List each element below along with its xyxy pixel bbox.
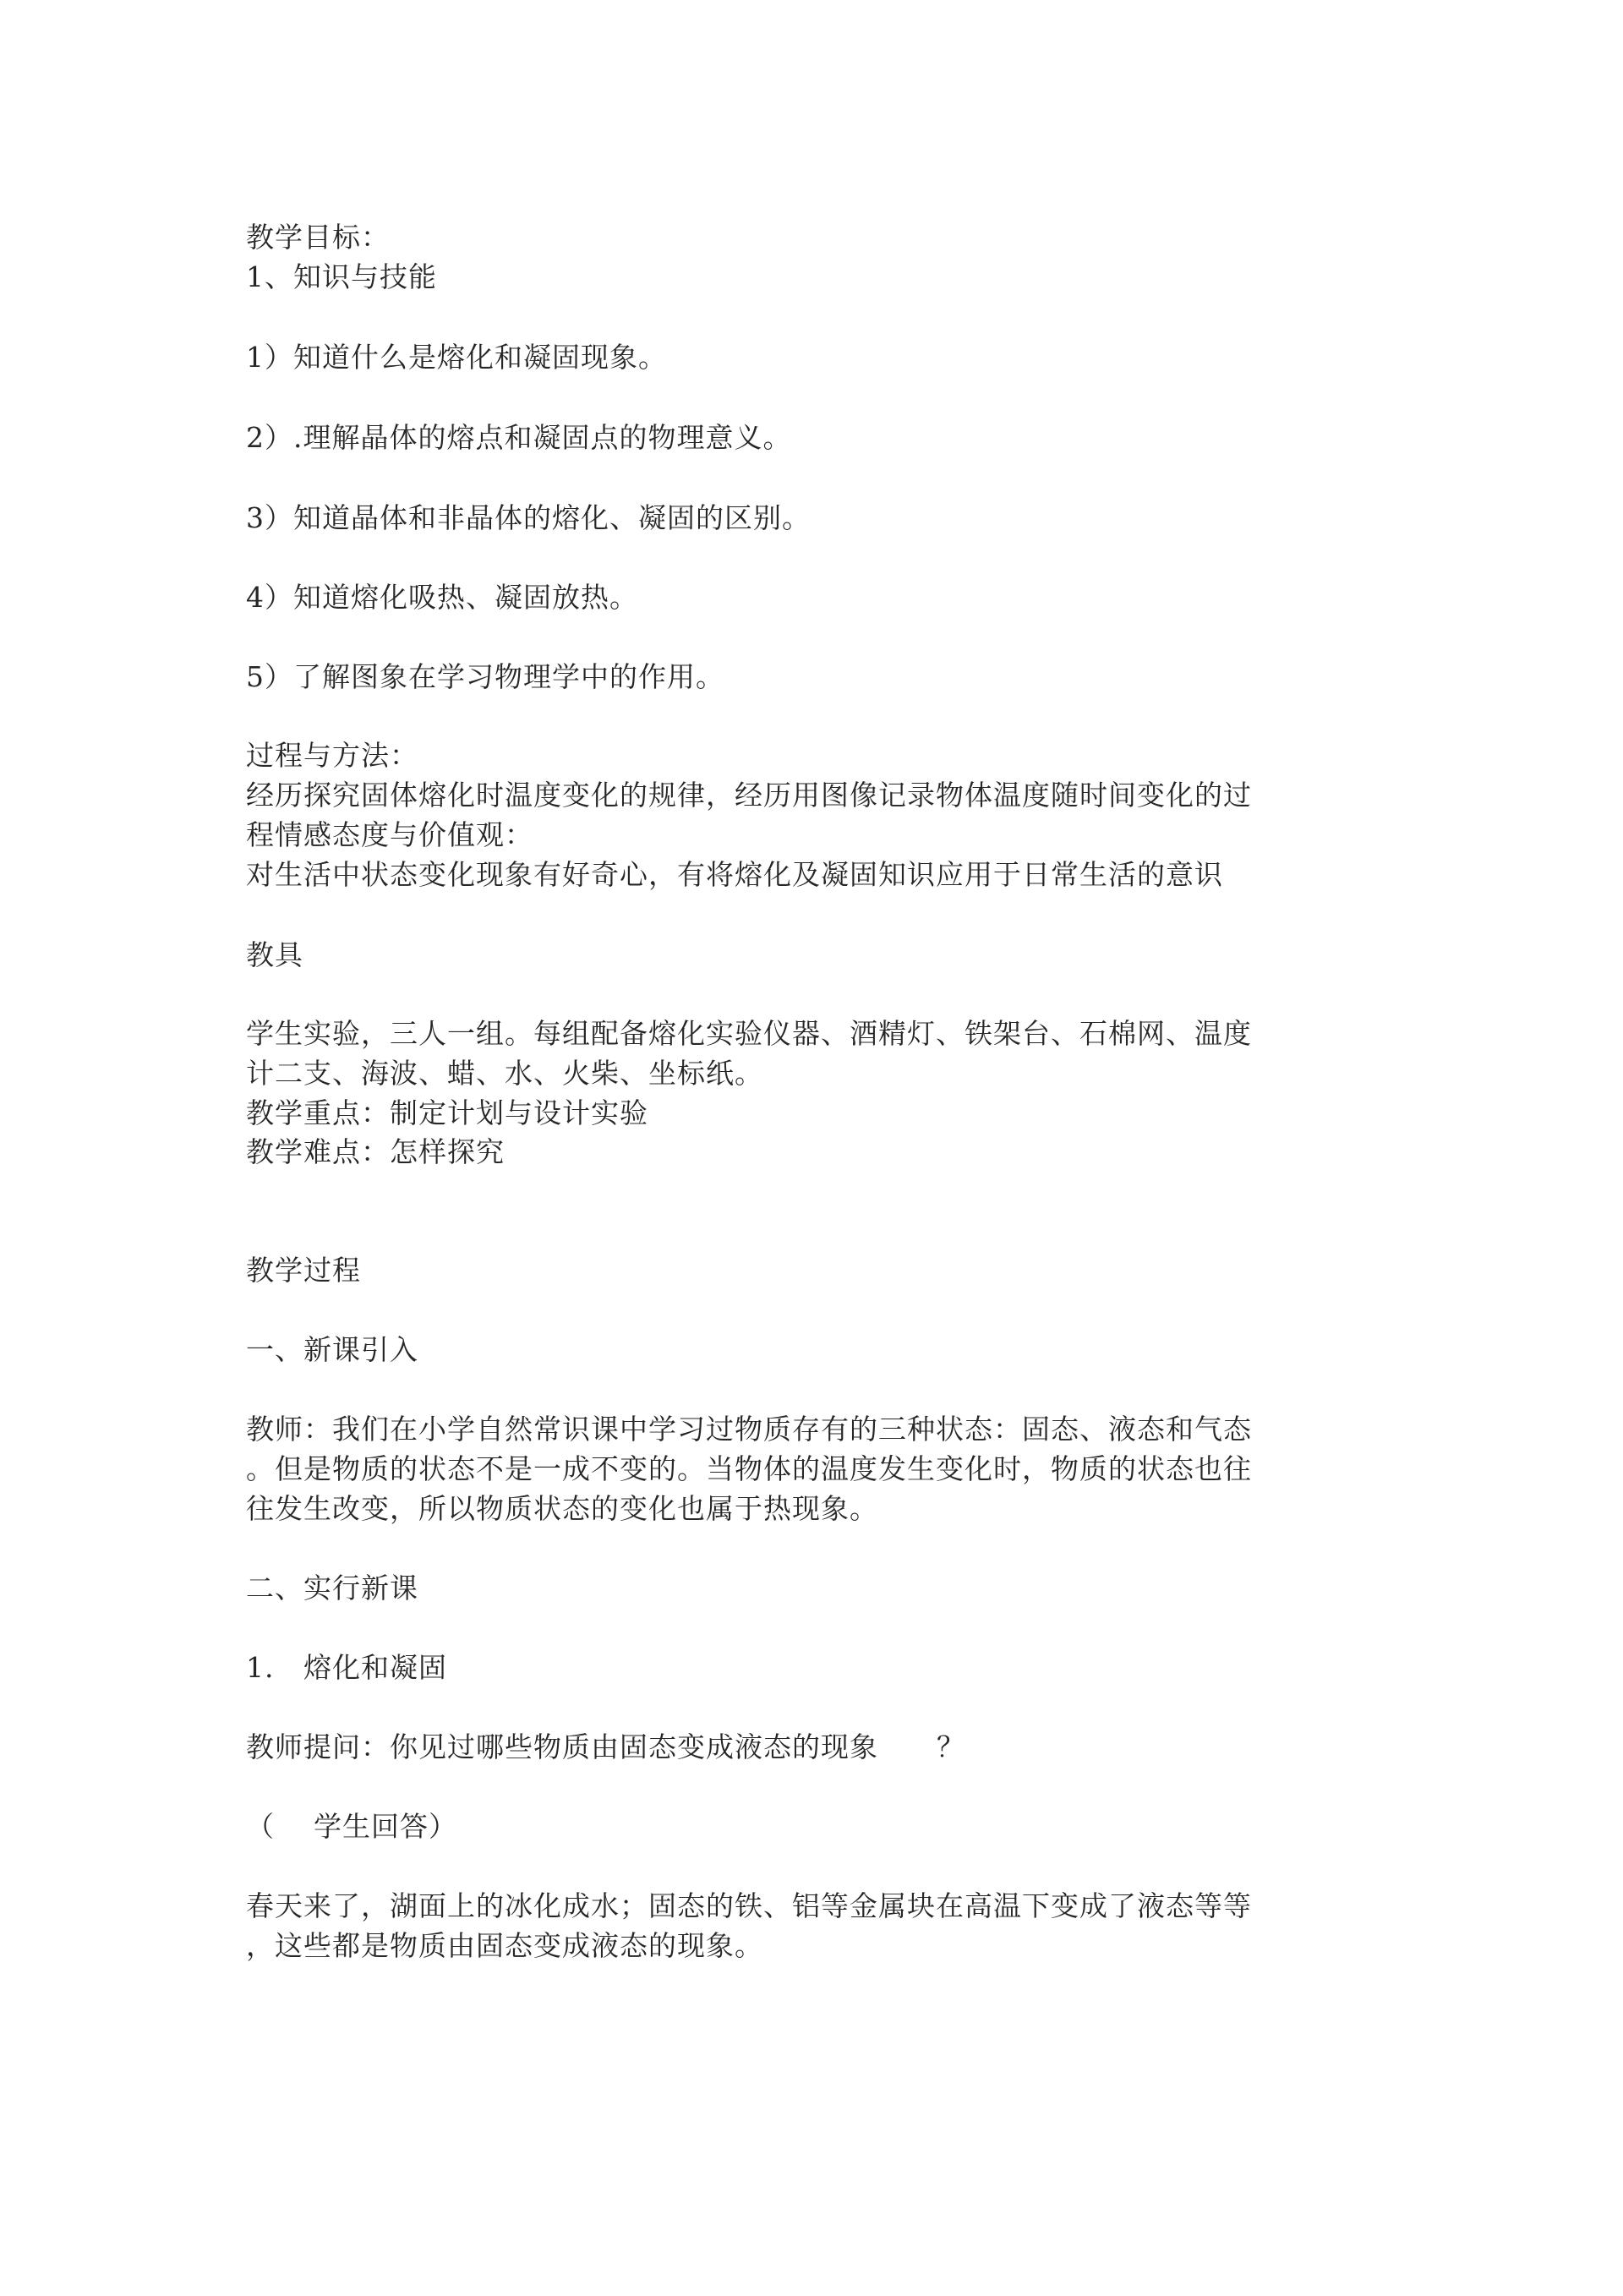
process-heading: 过程与方法： — [246, 739, 418, 772]
tools-text: 计二支、海波、蜡、水、火柴、坐标纸。 — [246, 1057, 763, 1090]
procedure-heading: 教学过程 — [246, 1254, 361, 1287]
objective-item: 3）知道晶体和非晶体的熔化、凝固的区别。 — [246, 501, 811, 534]
teacher-question: 教师提问：你见过哪些物质由固态变成液态的现象 ？ — [246, 1730, 965, 1763]
objective-item: 1）知道什么是熔化和凝固现象。 — [246, 341, 667, 374]
subsection-heading: 1. 熔化和凝固 — [246, 1651, 447, 1684]
teacher-intro: 往发生改变，所以物质状态的变化也属于热现象。 — [246, 1492, 878, 1525]
objective-item: 4）知道熔化吸热、凝固放热。 — [246, 581, 638, 614]
difficult-point: 教学难点：怎样探究 — [246, 1135, 505, 1168]
section-heading: 二、实行新课 — [246, 1572, 418, 1604]
key-point: 教学重点：制定计划与设计实验 — [246, 1096, 648, 1129]
process-text: 程情感态度与价值观： — [246, 818, 533, 851]
student-answer: （ 学生回答） — [246, 1810, 457, 1843]
teacher-intro: 。但是物质的状态不是一成不变的。当物体的温度发生变化时，物质的状态也往 — [246, 1452, 1252, 1485]
teacher-intro: 教师：我们在小学自然常识课中学习过物质存有的三种状态：固态、液态和气态 — [246, 1413, 1252, 1446]
objectives-heading: 教学目标： — [246, 221, 390, 254]
answer-text: ，这些都是物质由固态变成液态的现象。 — [246, 1929, 763, 1962]
tools-text: 学生实验，三人一组。每组配备熔化实验仪器、酒精灯、铁架台、石棉网、温度 — [246, 1017, 1252, 1050]
knowledge-heading: 1、知识与技能 — [246, 260, 437, 293]
attitude-text: 对生活中状态变化现象有好奇心，有将熔化及凝固知识应用于日常生活的意识 — [246, 858, 1223, 891]
process-text: 经历探究固体熔化时温度变化的规律，经历用图像记录物体温度随时间变化的过 — [246, 779, 1252, 812]
answer-text: 春天来了，湖面上的冰化成水；固态的铁、铝等金属块在高温下变成了液态等等 — [246, 1889, 1252, 1922]
objective-item: 2）.理解晶体的熔点和凝固点的物理意义。 — [246, 421, 792, 454]
section-heading: 一、新课引入 — [246, 1333, 418, 1366]
objective-item: 5）了解图象在学习物理学中的作用。 — [246, 660, 724, 693]
tools-heading: 教具 — [246, 938, 303, 971]
